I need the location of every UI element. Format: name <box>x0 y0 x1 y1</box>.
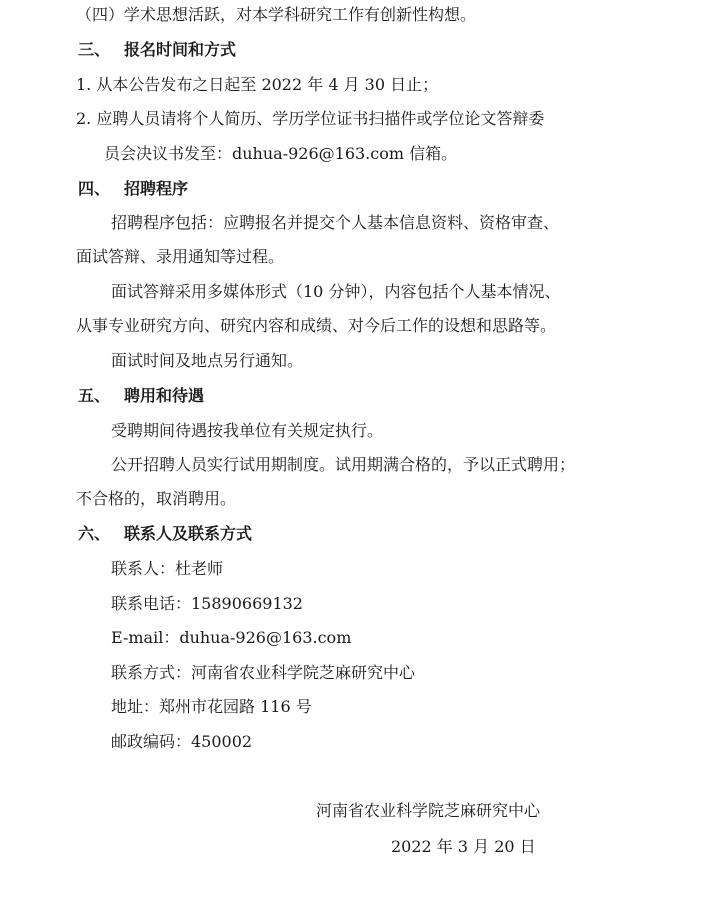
section-title: 聘用和待遇 <box>124 386 205 405</box>
section-heading-4 <box>78 178 188 200</box>
section-heading-3 <box>78 39 236 61</box>
section-title: 联系人及联系方式 <box>124 524 253 543</box>
section-number: 六、 <box>78 524 111 543</box>
contact-email: E-mail：duhua-926@163.com <box>111 628 352 647</box>
criterion-item-4: （四）学术思想活跃，对本学科研究工作有创新性构想。 <box>76 5 477 24</box>
list-item-continuation: 员会决议书发至：duhua-926@163.com 信箱。 <box>104 144 458 163</box>
paragraph-line: 面试时间及地点另行通知。 <box>111 351 304 370</box>
contact-person: 联系人：杜老师 <box>111 559 224 578</box>
section-title: 报名时间和方式 <box>124 40 237 59</box>
list-item: 2. 应聘人员请将个人简历、学历学位证书扫描件或学位论文答辩委 <box>76 109 545 128</box>
list-item: 1. 从本公告发布之日起至 2022 年 4 月 30 日止； <box>76 75 439 94</box>
paragraph-line: 公开招聘人员实行试用期制度。试用期满合格的，予以正式聘用； <box>111 455 576 474</box>
section-number: 五、 <box>78 386 111 405</box>
contact-method: 联系方式：河南省农业科学院芝麻研究中心 <box>111 663 416 682</box>
section-number: 三、 <box>78 40 111 59</box>
contact-address: 地址：郑州市花园路 116 号 <box>111 697 312 716</box>
section-heading-5 <box>78 385 204 407</box>
signature-organization: 河南省农业科学院芝麻研究中心 <box>316 801 541 820</box>
contact-postcode: 邮政编码：450002 <box>111 732 253 751</box>
paragraph-line: 面试答辩采用多媒体形式（10 分钟），内容包括个人基本情况、 <box>111 282 561 301</box>
paragraph-line: 不合格的，取消聘用。 <box>76 489 237 508</box>
signature-date: 2022 年 3 月 20 日 <box>391 837 536 856</box>
section-heading-6 <box>78 523 252 545</box>
section-number: 四、 <box>78 179 111 198</box>
paragraph-line: 从事专业研究方向、研究内容和成绩、对今后工作的设想和思路等。 <box>76 316 557 335</box>
paragraph-line: 招聘程序包括：应聘报名并提交个人基本信息资料、资格审查、 <box>111 213 560 232</box>
paragraph-line: 面试答辩、录用通知等过程。 <box>76 247 285 266</box>
contact-phone: 联系电话：15890669132 <box>111 594 303 613</box>
paragraph-line: 受聘期间待遇按我单位有关规定执行。 <box>111 421 384 440</box>
section-title: 招聘程序 <box>124 179 189 198</box>
